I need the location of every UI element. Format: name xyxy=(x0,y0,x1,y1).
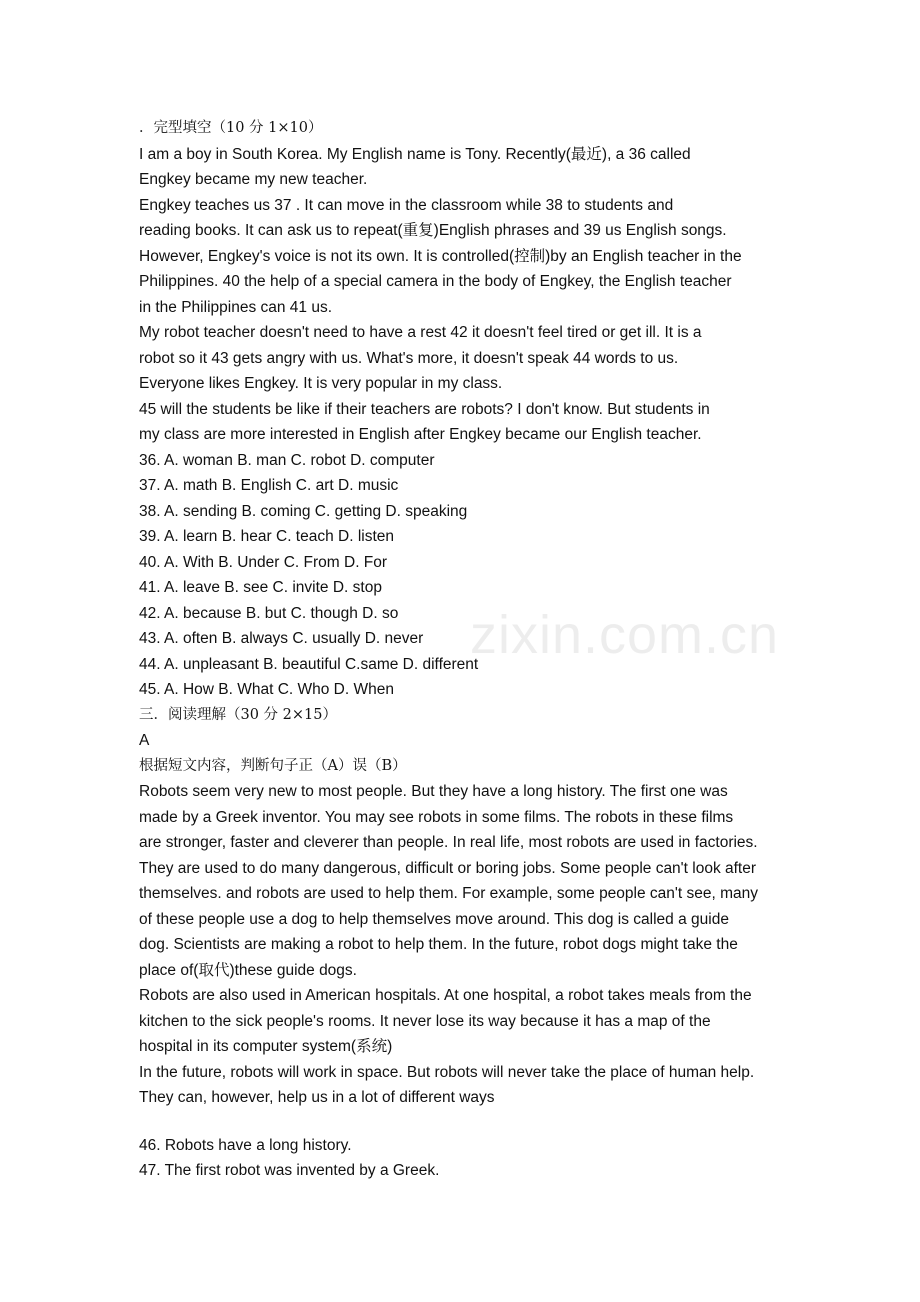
passage-line: 45 will the students be like if their teachers are robots? I don't know. But students in xyxy=(139,400,710,418)
passage-line: of these people use a dog to help themselves move around. This dog is called a guide xyxy=(139,910,729,928)
option-row: 37. A. math B. English C. art D. music xyxy=(139,477,399,494)
option-row: 45. A. How B. What C. Who D. When xyxy=(139,681,394,698)
passage-line: Everyone likes Engkey. It is very popular in my class. xyxy=(139,375,503,392)
option-row: 40. A. With B. Under C. From D. For xyxy=(139,553,388,571)
passage-line: Engkey became my new teacher. xyxy=(139,171,368,188)
passage-line: hospital in its computer system(系统) xyxy=(139,1038,393,1055)
option-row: 42. A. because B. but C. though D. so xyxy=(139,604,399,622)
passage-line: They can, however, help us in a lot of different ways xyxy=(139,1089,495,1106)
option-row: 44. A. unpleasant B. beautiful C.same D. different xyxy=(139,655,479,673)
passage-line: themselves. and robots are used to help them. For example, some people can't see, many xyxy=(139,885,758,902)
question-item: 46. Robots have a long history. xyxy=(139,1136,352,1154)
passage-line: My robot teacher doesn't need to have a rest 42 it doesn't feel tired or get ill. It is a xyxy=(139,324,702,341)
part-label: A xyxy=(139,732,150,749)
passage-line: robot so it 43 gets angry with us. What's more, it doesn't speak 44 words to us. xyxy=(139,349,679,367)
passage-line: made by a Greek inventor. You may see robots in some films. The robots in these films xyxy=(139,808,734,826)
option-row: 38. A. sending B. coming C. getting D. speaking xyxy=(139,502,468,520)
passage-line: In the future, robots will work in space. But robots will never take the place of human help. xyxy=(139,1063,755,1081)
passage-line: are stronger, faster and cleverer than people. In real life, most robots are used in factories. xyxy=(139,834,758,851)
passage-line: kitchen to the sick people's rooms. It never lose its way because it has a map of the xyxy=(139,1012,711,1030)
option-row: 39. A. learn B. hear C. teach D. listen xyxy=(139,528,395,545)
option-row: 36. A. woman B. man C. robot D. computer xyxy=(139,451,435,469)
passage-line: Robots are also used in American hospitals. At one hospital, a robot takes meals from the xyxy=(139,987,752,1004)
passage-line: However, Engkey's voice is not its own. It is controlled(控制)by an English teacher in the xyxy=(139,247,742,265)
cloze-passage xyxy=(139,142,799,448)
passage-line: dog. Scientists are making a robot to help them. In the future, robot dogs might take the xyxy=(139,936,738,953)
question-list xyxy=(139,1133,799,1184)
passage-line: Robots seem very new to most people. But they have a long history. The first one was xyxy=(139,783,728,800)
instruction: 根据短文内容，判断句子正（A）误（B） xyxy=(139,757,407,774)
passage-line: reading books. It can ask us to repeat(重复)English phrases and 39 us English songs. xyxy=(139,222,727,239)
section-reading-title: 三．阅读理解（30 分 2×15） xyxy=(139,706,337,723)
option-row: 41. A. leave B. see C. invite D. stop xyxy=(139,579,382,596)
option-row: 43. A. often B. always C. usually D. never xyxy=(139,630,424,647)
passage-line: my class are more interested in English after Engkey became our English teacher. xyxy=(139,426,702,443)
section-cloze-title: ．完型填空（10 分 1×10） xyxy=(139,120,323,136)
passage-line: Philippines. 40 the help of a special camera in the body of Engkey, the English teacher xyxy=(139,273,732,290)
passage-line: in the Philippines can 41 us. xyxy=(139,298,333,316)
passage-line: I am a boy in South Korea. My English name is Tony. Recently(最近), a 36 called xyxy=(139,145,691,163)
reading-passage xyxy=(139,779,799,1111)
watermark: zixin.com.cn xyxy=(470,605,780,665)
passage-line: Engkey teaches us 37 . It can move in the classroom while 38 to students and xyxy=(139,196,674,214)
passage-line: place of(取代)these guide dogs. xyxy=(139,961,357,979)
blank-spacer xyxy=(139,1111,799,1133)
passage-line: They are used to do many dangerous, difficult or boring jobs. Some people can't look after xyxy=(139,859,757,877)
question-item: 47. The first robot was invented by a Greek. xyxy=(139,1162,440,1179)
